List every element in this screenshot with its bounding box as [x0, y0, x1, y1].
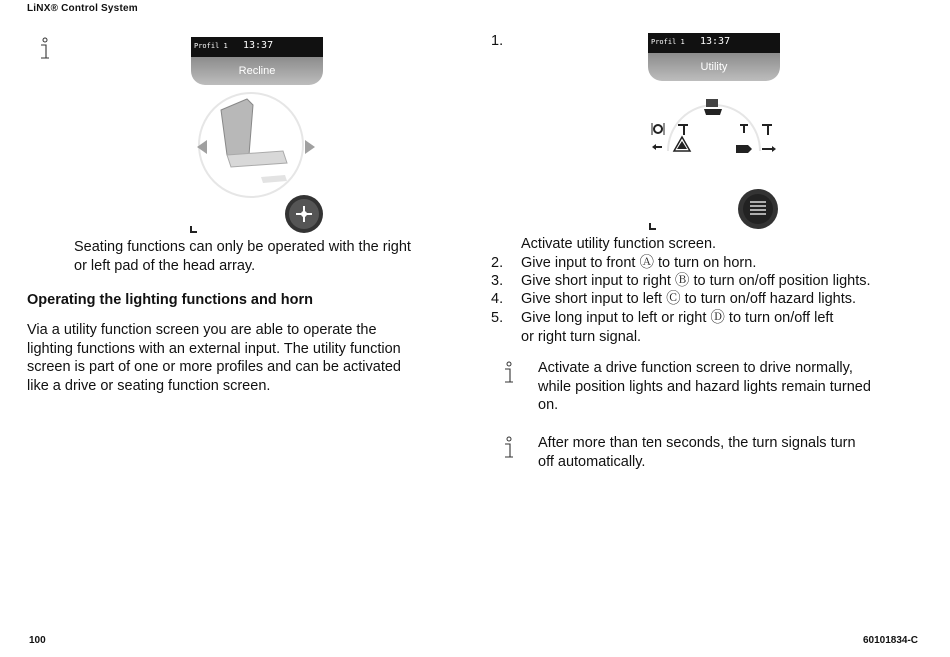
screen-status-bar [191, 37, 323, 57]
screen-clock: 13:37 [243, 40, 274, 51]
step-3-text: Give short input to right Ⓑ to turn on/off position lights. [521, 273, 871, 289]
screen-mode-bar: Recline [191, 57, 323, 85]
screen-profile-label: Profil 1 [651, 38, 685, 46]
recline-screen-image [191, 37, 323, 233]
section-heading: Operating the lighting functions and horn [27, 292, 313, 308]
arrow-right-icon [305, 140, 315, 154]
right-position-lights-icon [762, 125, 776, 152]
step-4-text: Give short input to left Ⓒ to turn on/off hazard lights. [521, 291, 857, 307]
image-corner-mark [649, 223, 656, 230]
position-lights-icon [652, 123, 664, 150]
screen-mode-bar: Utility [648, 53, 780, 81]
step-5-number: 5. [491, 310, 504, 326]
info-icon [38, 37, 52, 61]
screen-status-bar [648, 33, 780, 53]
info-icon [502, 361, 516, 385]
page-number: 100 [29, 635, 46, 646]
image-corner-mark [190, 226, 197, 233]
note-1-text: Activate a drive function screen to drive normally, while position lights and hazard lights remain turned on. [538, 360, 871, 413]
document-id: 60101834-C [862, 635, 918, 646]
info-icon [502, 436, 516, 460]
step-5-text: Give long input to left or right Ⓓ to turn on/off left or right turn signal. [521, 310, 834, 345]
turn-signal-icon [736, 125, 752, 153]
utility-screen-image [648, 33, 780, 231]
seat-recline-graphic [191, 85, 323, 233]
step-4-number: 4. [491, 291, 504, 307]
running-header: LiNX® Control System [27, 3, 138, 14]
screen-profile-label: Profil 1 [194, 42, 228, 50]
step-1-text: Activate utility function screen. [521, 236, 717, 252]
body-paragraph: Via a utility function screen you are able to operate the lighting functions with an external input. The utility function screen is part of one or more profiles and can be activated like a drive or seating function screen. [27, 322, 401, 394]
step-2-text: Give input to front Ⓐ to turn on horn. [521, 255, 757, 271]
step-1-number: 1. [491, 33, 504, 49]
horn-icon [704, 99, 722, 115]
info-note: Seating functions can only be operated with the right or left pad of the head array. [74, 239, 411, 274]
hazard-lights-icon [674, 125, 690, 151]
screen-clock: 13:37 [700, 36, 731, 47]
step-3-number: 3. [491, 273, 504, 289]
utility-graphic [648, 81, 780, 231]
step-2-number: 2. [491, 255, 504, 271]
note-2-text: After more than ten seconds, the turn signals turn off automatically. [538, 435, 856, 470]
